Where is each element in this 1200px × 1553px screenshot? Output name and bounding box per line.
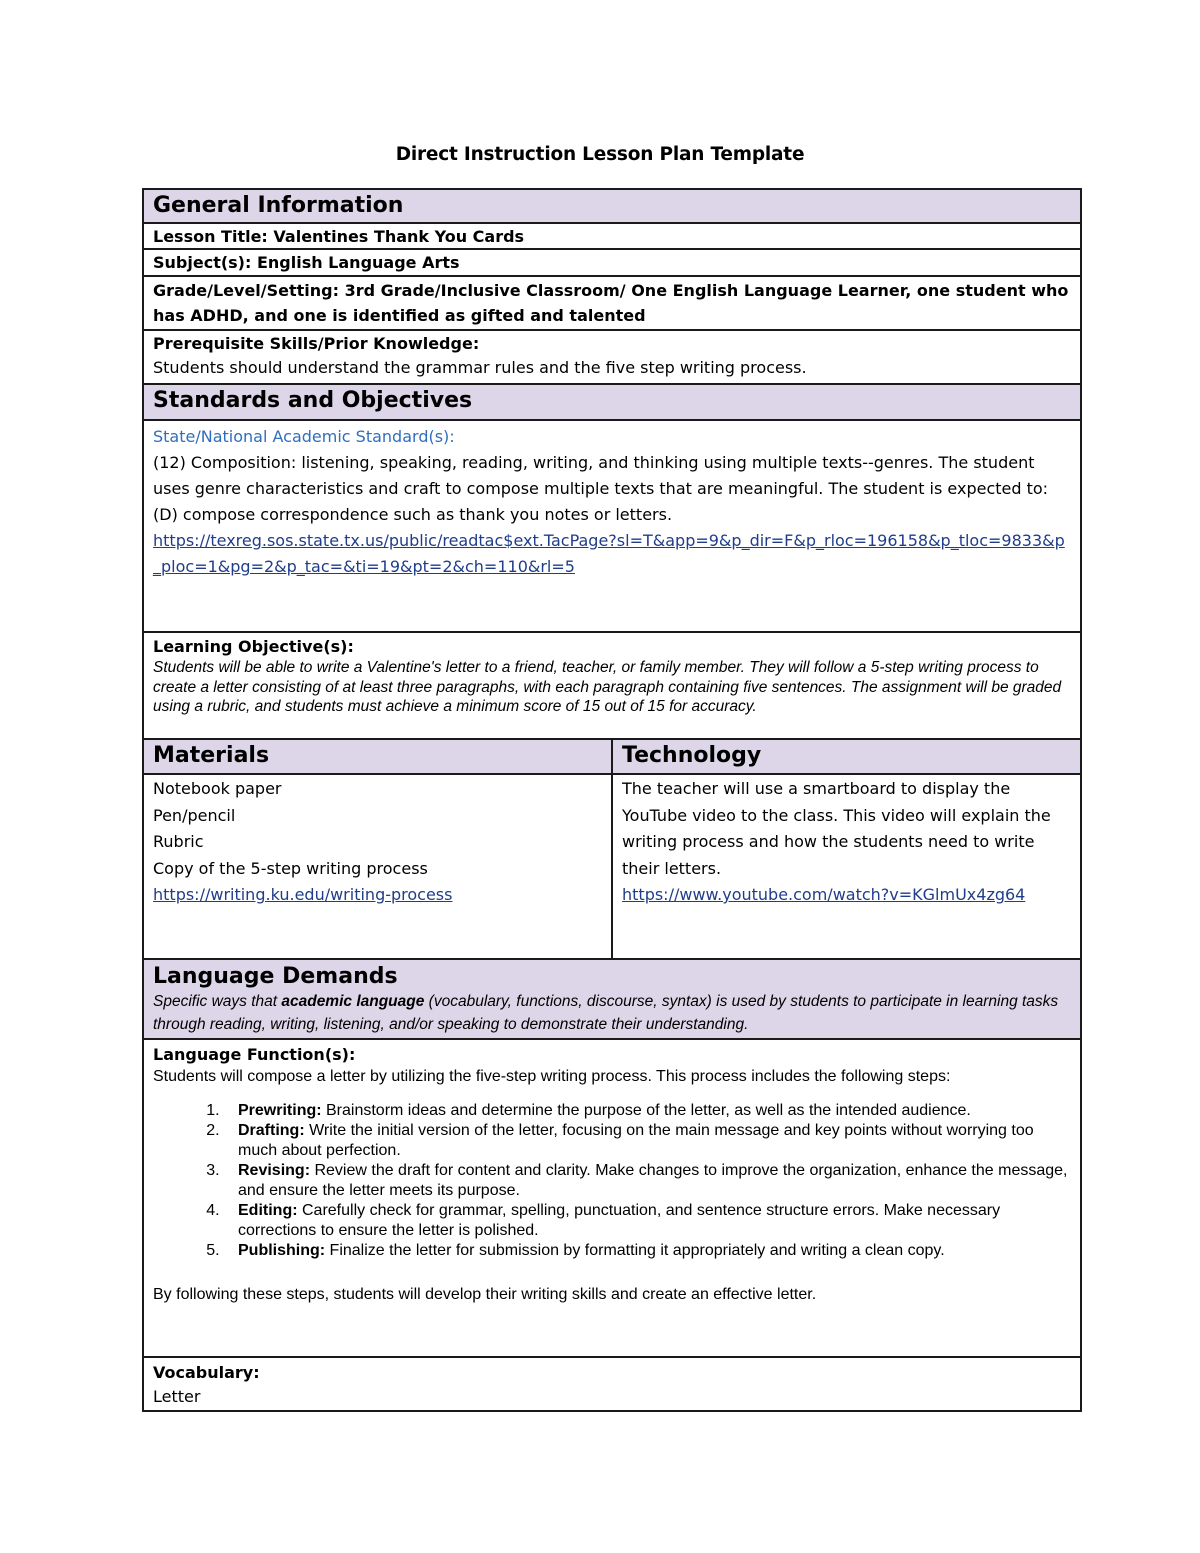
language-demands-header <box>142 960 1082 1040</box>
academic-language-term: academic language <box>281 993 425 1010</box>
language-function-label: Language Function(s): <box>153 1045 356 1064</box>
technology-text: The teacher will use a smartboard to display the YouTube video to the class. This video will explain the writing process and how the students need to write their letters. <box>622 779 1051 878</box>
writing-step: 3. Revising: Review the draft for content and clarity. Make changes to improve the organization, enhance the message, and ensure the letter meets its purpose. <box>224 1161 1071 1201</box>
language-function-conclusion: By following these steps, students will develop their writing skills and create an effective letter. <box>153 1286 817 1303</box>
language-demands-description: Specific ways that academic language (vocabulary, functions, discourse, syntax) is used by students to participate in learning tasks through reading, writing, listening, and/or speaking to demonstrate their understanding. <box>153 993 1059 1033</box>
state-standard-label: State/National Academic Standard(s): <box>153 427 455 446</box>
materials-technology-row <box>142 775 1082 960</box>
materials-header: Materials <box>144 740 613 773</box>
materials-technology-header-row <box>142 740 1082 775</box>
writing-step: 4. Editing: Carefully check for grammar, spelling, punctuation, and sentence structure errors. Make necessary corrections to ensure the letter is polished. <box>224 1201 1071 1241</box>
prerequisite-text: Students should understand the grammar rules and the five step writing process. <box>153 358 807 377</box>
youtube-video-link[interactable]: https://www.youtube.com/watch?v=KGlmUx4zg64 <box>622 885 1026 904</box>
learning-objective-label: Learning Objective(s): <box>153 637 354 656</box>
lesson-plan-table <box>142 188 1082 1412</box>
vocabulary-label: Vocabulary: <box>153 1363 260 1382</box>
language-demands-title: Language Demands <box>153 964 398 989</box>
vocabulary-text: Letter <box>153 1387 201 1406</box>
grade-level-setting-row: Grade/Level/Setting: 3rd Grade/Inclusive Classroom/ One English Language Learner, one student who has ADHD, and one is identified as gifted and talented <box>142 277 1082 331</box>
material-item: Rubric <box>153 832 204 851</box>
prerequisite-label: Prerequisite Skills/Prior Knowledge: <box>153 334 480 353</box>
writing-steps-list <box>153 1101 1071 1261</box>
standard-link[interactable]: https://texreg.sos.state.tx.us/public/readtac$ext.TacPage?sl=T&app=9&p_dir=F&p_rloc=196158&p_tloc=9833&p_ploc=1&pg=2&p_tac=&ti=19&pt=2&ch=110&rl=5 <box>153 531 1065 576</box>
standard-text: (12) Composition: listening, speaking, reading, writing, and thinking using multiple texts--genres. The student uses genre characteristics and craft to compose multiple texts that are meaningful. The student is expected to: <box>153 453 1049 498</box>
learning-objective-row <box>142 633 1082 740</box>
writing-step: 2. Drafting: Write the initial version of the letter, focusing on the main message and key points without worrying too much about perfection. <box>224 1121 1071 1161</box>
standards-objectives-header: Standards and Objectives <box>142 385 1082 421</box>
material-item: Copy of the 5-step writing process <box>153 858 428 878</box>
writing-process-link[interactable]: https://writing.ku.edu/writing-process <box>153 885 453 904</box>
learning-objective-text: Students will be able to write a Valentine's letter to a friend, teacher, or family member. They will follow a 5-step writing process to create a letter consisting of at least three paragraphs, with each paragraph containing five sentences. The assignment will be graded using a rubric, and students must achieve a minimum score of 15 out of 15 for accuracy. <box>153 659 1062 715</box>
standard-d-text: (D) compose correspondence such as thank you notes or letters. <box>153 505 673 524</box>
writing-step: 1. Prewriting: Brainstorm ideas and determine the purpose of the letter, as well as the intended audience. <box>224 1101 1071 1121</box>
language-functions-row <box>142 1040 1082 1358</box>
lesson-title-row: Lesson Title: Valentines Thank You Cards <box>142 224 1082 250</box>
materials-list <box>144 775 613 958</box>
writing-step: 5. Publishing: Finalize the letter for submission by formatting it appropriately and writing a clean copy. <box>224 1241 1071 1261</box>
technology-header: Technology <box>613 740 1080 773</box>
document-title: Direct Instruction Lesson Plan Template <box>395 144 805 165</box>
technology-cell <box>613 775 1080 958</box>
academic-standards-row <box>142 421 1082 633</box>
general-information-header: General Information <box>142 188 1082 224</box>
vocabulary-row <box>142 1358 1082 1412</box>
material-item: Pen/pencil <box>153 805 236 825</box>
prerequisite-skills-row <box>142 331 1082 385</box>
language-function-intro: Students will compose a letter by utilizing the five-step writing process. This process includes the following steps: <box>153 1068 951 1085</box>
material-item: Notebook paper <box>153 779 282 798</box>
subjects-row: Subject(s): English Language Arts <box>142 250 1082 277</box>
